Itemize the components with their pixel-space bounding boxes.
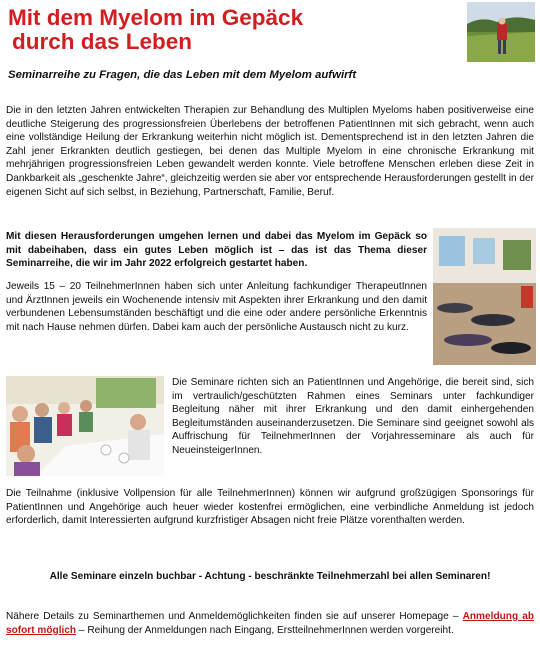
hiker-photo [467,2,535,62]
registration-link[interactable]: Anmeldung ab sofort möglich [6,611,534,636]
seminar-room-photo [433,228,536,365]
title-line-1: Mit dem Myelom im Gepäck [8,5,304,30]
details-text-end: – Reihung der Anmeldungen nach Eingang, ErstteilnehmerInnen werden vorgereiht. [76,624,454,636]
details-text: Nähere Details zu Seminarthemen und Anmeldemöglichkeiten finden sie auf unserer Homepage – [6,611,463,622]
participation-paragraph: Die Teilnahme (inklusive Vollpension für alle TeilnehmerInnen) können wir aufgrund großzügigen Sponsorings für PatientInnen und Angehörige auch heuer wieder kostenfrei ermöglichen, eine verbindliche Anmeldung ist jedoch erforderlich, damit Interessierten aufgrund kurzfristiger Absagen nicht freie Plätze vorenthalten werden. [6,488,534,527]
booking-notice: Alle Seminare einzeln buchbar - Achtung - beschränkte Teilnehmerzahl bei allen Seminaren! [49,571,491,582]
group-dinner-photo [6,376,164,476]
theme-paragraph: Mit diesen Herausforderungen umgehen lernen und dabei das Myelom im Gepäck so mit dabeihaben, dass ein gutes Leben möglich ist – das ist das Thema dieser Seminarreihe, die wir im Jahr 2022 erfolgreich gestartet haben. [6,231,427,270]
intro-paragraph: Die in den letzten Jahren entwickelten Therapien zur Behandlung des Multiplen Myeloms haben positiverweise eine deutliche Steigerung des progressionsfreien Überlebens der betroffenen PatientInnen mit sich gebracht, wenn auch eine vollständige Heilung der Erkrankung weiterhin nicht möglich ist. Dementsprechend ist in den letzten Jahren die Zahl jener Erkrankten deutlich gestiegen, bei denen das Multiple Myelom in eine chronische Erkrankung mit mehrjährigen progressionsfreien Leben gewandelt werden konnte. Viele betroffene Menschen erleben diese Zeit in Dankbarkeit als „geschenkte Jahre“, gleichzeitig werden sie aber vor entsprechende Herausforderungen gestellt in der eigenen Sicht auf sich selbst, in Beziehung, Partnerschaft, Familie, Beruf. [6,105,534,198]
target-group-paragraph: Die Seminare richten sich an PatientInnen und Angehörige, die bereit sind, sich im vertraulich/geschützten Rahmen eines Seminars unter fachkundiger Begleitung näher mit ihrer Erkrankung und den damit einhergehenden Begleitumständen auseinanderzusetzen. Die Seminare sind geeignet sowohl als Auffrischung für TeilnehmerInnen der Vorjahresseminare als auch für NeueinsteigerInnen. [172,377,534,456]
subtitle: Seminarreihe zu Fragen, die das Leben mit dem Myelom aufwirft [8,69,357,81]
details-paragraph [6,610,534,637]
title-line-2: durch das Leben [12,29,193,54]
page-title [8,6,303,54]
participants-paragraph: Jeweils 15 – 20 TeilnehmerInnen haben sich unter Anleitung fachkundiger TherapeutInnen und ÄrztInnen jeweils ein Wochenende intensiv mit Aspekten ihrer Erkrankung und den damit verbundenen Lebensumständen beschäftigt und die eine oder andere persönliche Erkenntnis mit nach Hause nehmen dürfen. Dabei kam auch der persönliche Austausch nicht zu kurz. [6,281,427,333]
